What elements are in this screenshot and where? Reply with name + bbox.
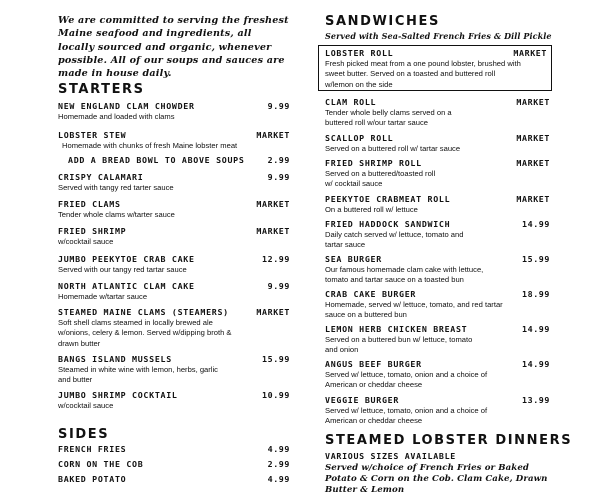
item-price: MARKET <box>256 130 290 140</box>
item-name: JUMBO SHRIMP COCKTAIL <box>58 390 178 400</box>
menu-item <box>58 172 290 193</box>
featured-item-box <box>318 45 552 91</box>
item-price: MARKET <box>516 133 550 143</box>
item-price: 14.99 <box>522 359 550 369</box>
item-name: LOBSTER STEW <box>58 130 127 140</box>
lobster-dinners-subtitle: VARIOUS SIZES AVAILABLE <box>325 451 456 461</box>
menu-item <box>325 395 550 427</box>
menu-item <box>58 444 290 455</box>
item-description: Our famous homemade clam cake with lettuce, tomato and tartar sauce on a toasted bun <box>325 265 484 285</box>
item-name: BAKED POTATO <box>58 474 127 484</box>
item-name: CORN ON THE COB <box>58 459 144 469</box>
item-price: 4.99 <box>267 474 290 484</box>
item-price: 9.99 <box>267 172 290 182</box>
item-price: MARKET <box>516 97 550 107</box>
item-name: SCALLOP ROLL <box>325 133 394 143</box>
item-price: 9.99 <box>267 101 290 111</box>
item-name: FRIED SHRIMP ROLL <box>325 158 422 168</box>
menu-item <box>58 226 290 247</box>
item-description: Daily catch served w/ lettuce, tomato and tartar sauce <box>325 230 464 250</box>
menu-item <box>58 390 290 411</box>
item-price: 13.99 <box>522 395 550 405</box>
menu-item <box>58 354 290 386</box>
item-description: Fresh picked meat from a one pound lobster, brushed with sweet butter. Served on a toasted and buttered roll w/lemon on the side <box>325 59 521 89</box>
item-name: LEMON HERB CHICKEN BREAST <box>325 324 468 334</box>
menu-item <box>68 155 290 166</box>
item-description: Served on a buttered bun w/ lettuce, tomato and onion <box>325 335 473 355</box>
item-name: CRAB CAKE BURGER <box>325 289 417 299</box>
menu-item <box>58 459 290 470</box>
menu-item <box>325 324 550 356</box>
menu-item <box>58 130 290 151</box>
intro-statement: We are committed to serving the freshest Maine seafood and ingredients, all locally sourced and organic, whenever possible. All of our soups and sauces are made in house daily. <box>58 15 289 80</box>
item-name: STEAMED MAINE CLAMS (STEAMERS) <box>58 307 229 317</box>
menu-item <box>325 158 550 190</box>
item-description: w/cocktail sauce <box>58 401 114 410</box>
item-description: Served w/ lettuce, tomato, onion and a choice of American or cheddar cheese <box>325 406 488 426</box>
item-name: ANGUS BEEF BURGER <box>325 359 422 369</box>
lobster-dinners-note: Served w/choice of French Fries or Baked Potato & Corn on the Cob. Clam Cake, Drawn Butter & Lemon <box>325 463 548 495</box>
item-name: PEEKYTOE CRABMEAT ROLL <box>325 194 451 204</box>
item-description: On a buttered roll w/ lettuce <box>325 205 418 214</box>
item-description: Served with our tangy red tartar sauce <box>58 265 187 274</box>
sandwiches-heading: SANDWICHES <box>325 14 440 29</box>
item-price: MARKET <box>256 199 290 209</box>
item-description: Steamed in white wine with lemon, herbs, garlic and butter <box>58 365 218 385</box>
item-name: CLAM ROLL <box>325 97 377 107</box>
menu-item <box>58 281 290 302</box>
item-price: 2.99 <box>267 459 290 469</box>
item-description: w/cocktail sauce <box>58 237 114 246</box>
item-name: FRIED SHRIMP <box>58 226 127 236</box>
item-price: MARKET <box>516 194 550 204</box>
menu-item <box>325 359 550 391</box>
lobster-dinners-heading: STEAMED LOBSTER DINNERS <box>325 433 573 448</box>
item-name: JUMBO PEEKYTOE CRAB CAKE <box>58 254 195 264</box>
item-description: Served on a buttered/toasted roll w/ cocktail sauce <box>325 169 436 189</box>
item-name: FRIED CLAMS <box>58 199 121 209</box>
item-name: LOBSTER ROLL <box>325 48 394 58</box>
item-price: 14.99 <box>522 324 550 334</box>
menu-item <box>325 194 550 215</box>
menu-item <box>325 289 550 321</box>
item-price: 2.99 <box>267 155 290 165</box>
menu-item <box>325 133 550 154</box>
item-description: Homemade and loaded with clams <box>58 112 175 121</box>
item-description: Served w/ lettuce, tomato, onion and a choice of American or cheddar cheese <box>325 370 488 390</box>
item-description: Homemade with chunks of fresh Maine lobster meat <box>62 141 238 150</box>
starters-heading: STARTERS <box>58 82 145 97</box>
menu-item <box>325 254 550 286</box>
item-name: CRISPY CALAMARI <box>58 172 144 182</box>
menu-item <box>325 219 550 251</box>
item-description: Served on a buttered roll w/ tartar sauce <box>325 144 461 153</box>
menu-item <box>58 254 290 275</box>
item-price: 10.99 <box>262 390 290 400</box>
sandwiches-subtitle: Served with Sea-Salted French Fries & Dill Pickle <box>325 31 552 41</box>
menu-item <box>58 199 290 220</box>
item-name: NEW ENGLAND CLAM CHOWDER <box>58 101 195 111</box>
item-description: Homemade w/tartar sauce <box>58 292 148 301</box>
item-price: 18.99 <box>522 289 550 299</box>
item-description: Served with tangy red tarter sauce <box>58 183 174 192</box>
menu-item <box>58 101 290 122</box>
item-name: BANGS ISLAND MUSSELS <box>58 354 172 364</box>
item-name: SEA BURGER <box>325 254 382 264</box>
item-price: MARKET <box>513 48 547 58</box>
item-description: Tender whole belly clams served on a buttered roll w/our tartar sauce <box>325 108 452 128</box>
item-price: 15.99 <box>262 354 290 364</box>
item-price: 14.99 <box>522 219 550 229</box>
item-name: NORTH ATLANTIC CLAM CAKE <box>58 281 195 291</box>
item-name: VEGGIE BURGER <box>325 395 400 405</box>
item-price: 9.99 <box>267 281 290 291</box>
item-description: Soft shell clams steamed in locally brewed ale w/onions, celery & lemon. Served w/dipping broth & drawn butter <box>58 318 232 348</box>
item-price: 15.99 <box>522 254 550 264</box>
menu-item <box>325 97 550 129</box>
item-price: 4.99 <box>267 444 290 454</box>
item-description: Tender whole clams w/tarter sauce <box>58 210 175 219</box>
item-name: ADD A BREAD BOWL TO ABOVE SOUPS <box>68 155 245 165</box>
item-description: Homemade, served w/ lettuce, tomato, and red tartar sauce on a buttered bun <box>325 300 503 320</box>
sides-heading: SIDES <box>58 427 110 442</box>
item-price: MARKET <box>256 307 290 317</box>
item-name: FRENCH FRIES <box>58 444 127 454</box>
item-name: FRIED HADDOCK SANDWICH <box>325 219 451 229</box>
item-price: MARKET <box>256 226 290 236</box>
menu-item <box>58 307 290 349</box>
item-price: 12.99 <box>262 254 290 264</box>
item-price: MARKET <box>516 158 550 168</box>
menu-item <box>325 48 547 90</box>
